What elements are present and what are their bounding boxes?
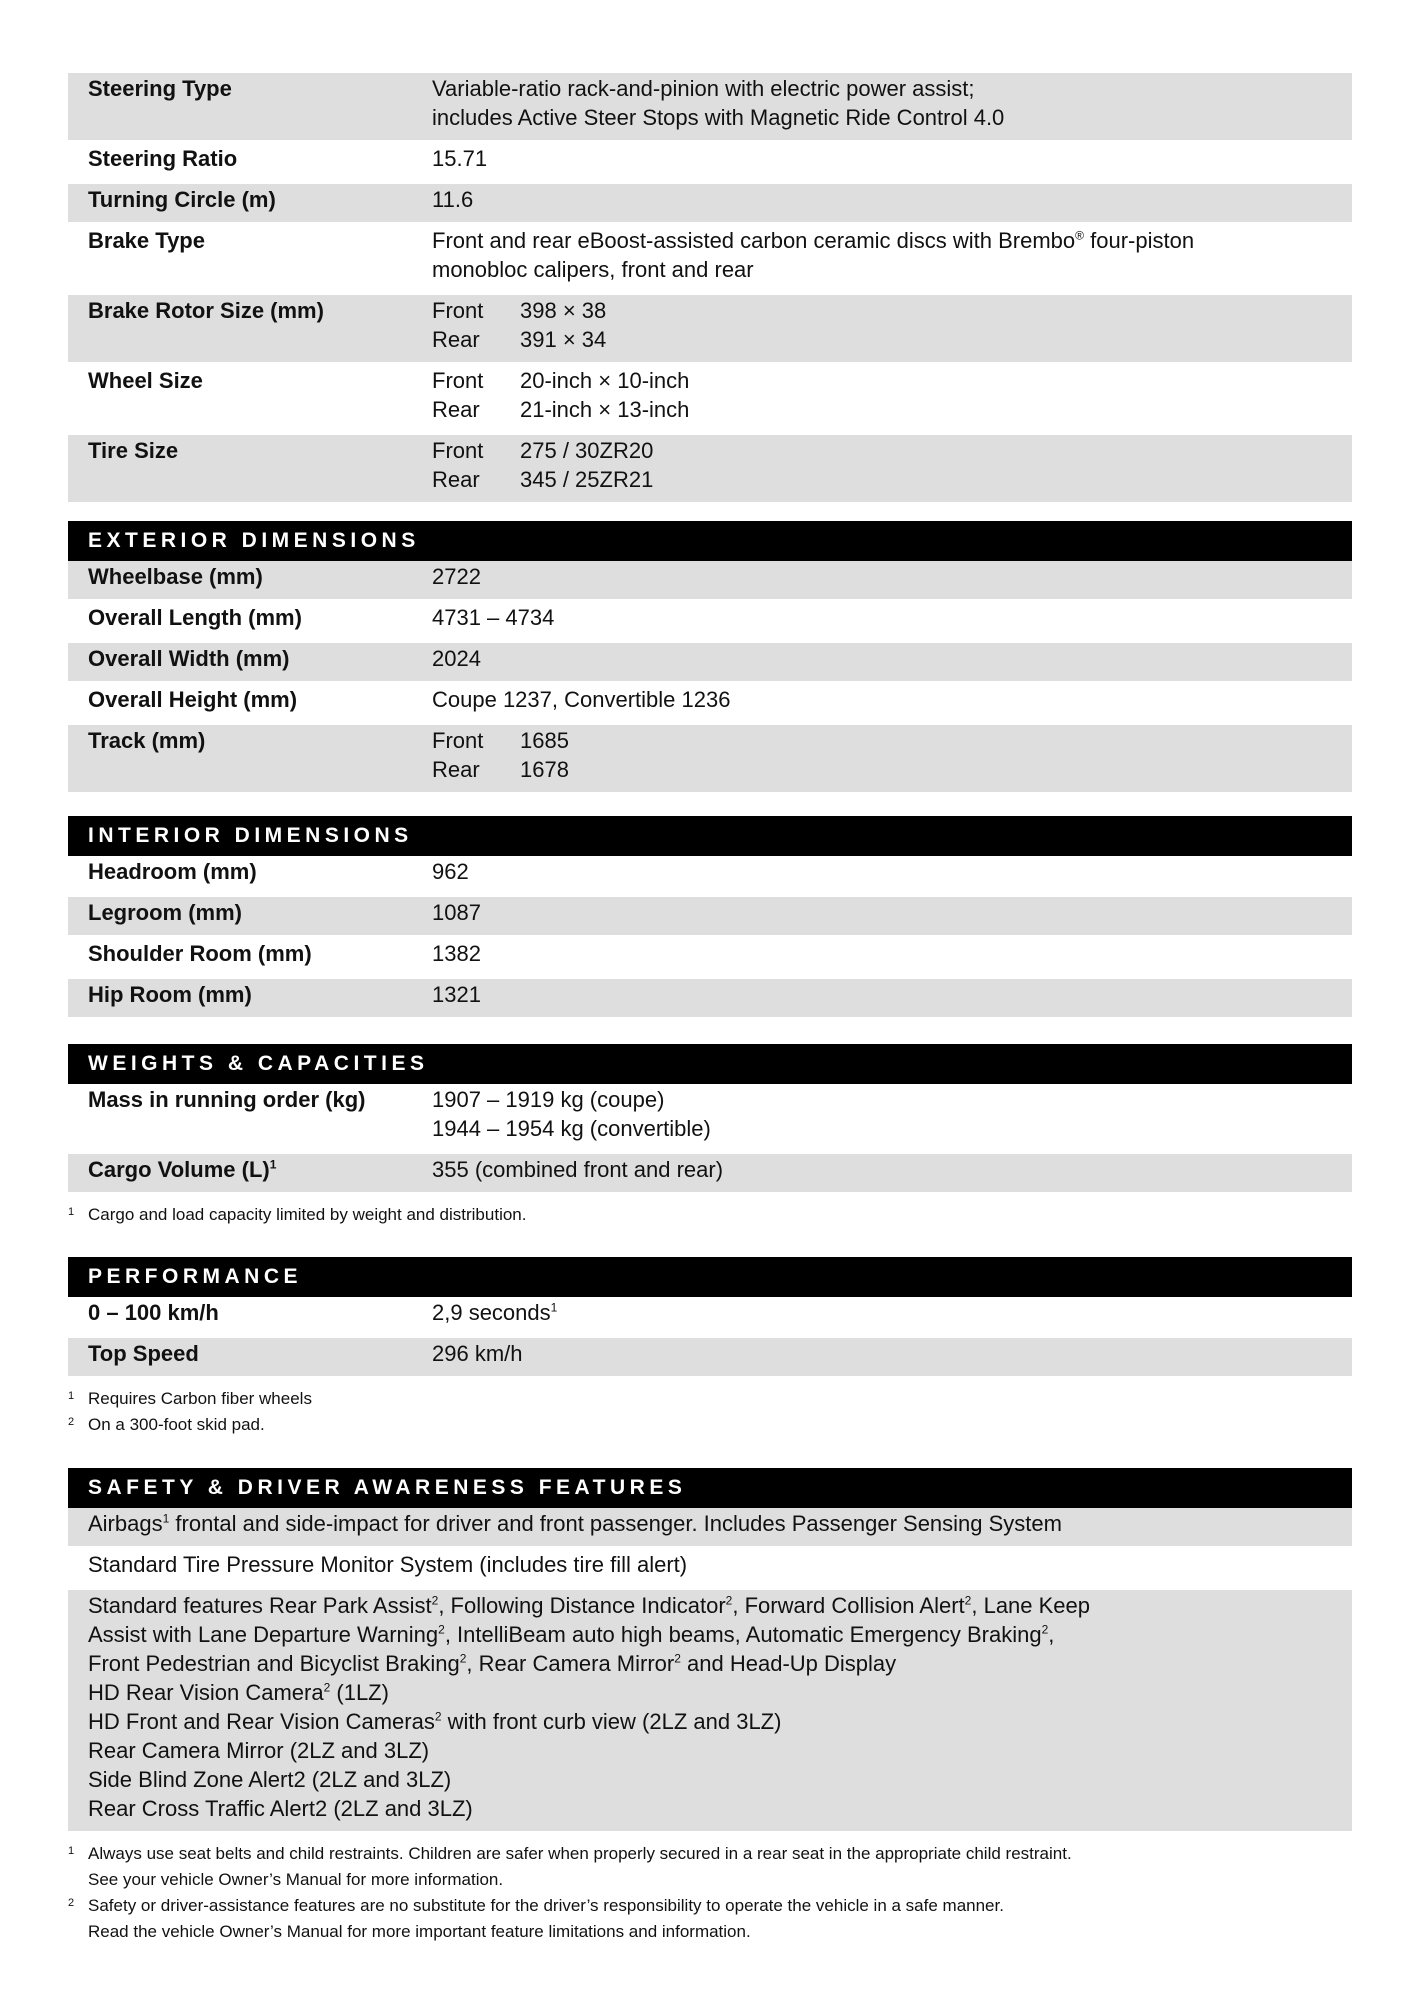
row-label: Wheel Size bbox=[88, 368, 203, 393]
rear-pair bbox=[432, 325, 1352, 354]
row-value: 1382 bbox=[432, 941, 481, 966]
row-value: 11.6 bbox=[432, 187, 474, 212]
feature-text: and Head-Up Display bbox=[680, 1651, 897, 1676]
features-list bbox=[68, 1591, 1090, 1823]
front-pair bbox=[432, 436, 1352, 465]
footnote-mark: 2 bbox=[459, 1651, 467, 1666]
row-label: Top Speed bbox=[88, 1341, 199, 1366]
row-value: 1087 bbox=[432, 900, 481, 925]
footnote-mark: 1 bbox=[269, 1157, 277, 1172]
value-line: 1907 – 1919 kg (coupe) bbox=[432, 1087, 665, 1112]
row-value: 4731 – 4734 bbox=[432, 605, 555, 630]
feature-text: Rear Cross Traffic Alert2 (2LZ and 3LZ) bbox=[88, 1796, 473, 1821]
rear-label: Rear bbox=[432, 467, 480, 492]
feature-text: Side Blind Zone Alert2 (2LZ and 3LZ) bbox=[88, 1767, 452, 1792]
rear-pair bbox=[432, 395, 1352, 424]
value-text: 2,9 seconds bbox=[432, 1300, 551, 1325]
row-wheelbase bbox=[68, 561, 1352, 602]
footnote-text bbox=[88, 1841, 1352, 1893]
row-headroom bbox=[68, 856, 1352, 897]
feature-text: Rear Camera Mirror (2LZ and 3LZ) bbox=[88, 1738, 430, 1763]
feature-text: , Following Distance Indicator bbox=[438, 1593, 726, 1618]
footnote-text: Cargo and load capacity limited by weight and distribution. bbox=[88, 1205, 527, 1224]
feature-line bbox=[88, 1678, 1090, 1707]
value-line: includes Active Steer Stops with Magnetic Ride Control 4.0 bbox=[432, 105, 1005, 130]
footnote bbox=[68, 1412, 1352, 1438]
row-label: Headroom (mm) bbox=[88, 859, 257, 884]
front-pair bbox=[432, 366, 1352, 395]
row-label: Turning Circle (m) bbox=[88, 187, 276, 212]
row-value bbox=[432, 436, 1352, 494]
row-value bbox=[432, 226, 1352, 284]
front-label: Front bbox=[432, 368, 484, 393]
row-top-speed bbox=[68, 1338, 1352, 1379]
feature-text: , Forward Collision Alert bbox=[732, 1593, 965, 1618]
row-tire-size bbox=[68, 435, 1352, 505]
row-turning-circle bbox=[68, 184, 1352, 225]
front-value: 20-inch × 10-inch bbox=[520, 368, 690, 393]
footnote-mark: 2 bbox=[674, 1651, 681, 1666]
row-label: Brake Rotor Size (mm) bbox=[88, 298, 324, 323]
footnote bbox=[68, 1841, 1352, 1893]
registered-mark: ® bbox=[1075, 228, 1084, 243]
section-header: SAFETY & DRIVER AWARENESS FEATURES bbox=[68, 1468, 1352, 1508]
footnote-text: On a 300-foot skid pad. bbox=[88, 1415, 265, 1434]
footnote-line: Read the vehicle Owner’s Manual for more important feature limitations and information. bbox=[88, 1922, 751, 1941]
row-overall-height bbox=[68, 684, 1352, 725]
footnote-mark: 2 bbox=[323, 1680, 331, 1695]
footnote-number: 1 bbox=[68, 1845, 75, 1857]
footnote-number: 2 bbox=[68, 1416, 75, 1428]
section-header: INTERIOR DIMENSIONS bbox=[68, 816, 1352, 856]
value-text: four-piston bbox=[1084, 228, 1195, 253]
safety-section bbox=[68, 1468, 1352, 1945]
row-value: 2722 bbox=[432, 564, 481, 589]
text-part: Airbags bbox=[88, 1511, 163, 1536]
front-value: 398 × 38 bbox=[520, 298, 607, 323]
footnote bbox=[68, 1386, 1352, 1412]
row-value: 1321 bbox=[432, 982, 481, 1007]
feature-text: , bbox=[1048, 1622, 1055, 1647]
row-value bbox=[432, 296, 1352, 354]
row-brake-type bbox=[68, 225, 1352, 295]
row-value bbox=[432, 74, 1352, 132]
chassis-table bbox=[68, 73, 1352, 505]
footnote-number: 1 bbox=[68, 1390, 75, 1402]
weights-capacities-section bbox=[68, 1044, 1352, 1228]
row-value: 15.71 bbox=[432, 146, 488, 171]
feature-text: , Lane Keep bbox=[971, 1593, 1091, 1618]
row-label bbox=[68, 1155, 432, 1184]
row-label: Brake Type bbox=[88, 228, 205, 253]
rear-label: Rear bbox=[432, 327, 480, 352]
row-value: 2024 bbox=[432, 646, 481, 671]
row-value bbox=[432, 366, 1352, 424]
row-label: 0 – 100 km/h bbox=[88, 1300, 219, 1325]
row-label: Overall Width (mm) bbox=[88, 646, 290, 671]
value-line bbox=[432, 226, 1352, 255]
rear-value: 1678 bbox=[520, 757, 569, 782]
row-steering-ratio bbox=[68, 143, 1352, 184]
footnote-mark: 2 bbox=[964, 1593, 972, 1608]
front-value: 1685 bbox=[520, 728, 569, 753]
footnotes bbox=[68, 1386, 1352, 1438]
row-label: Mass in running order (kg) bbox=[88, 1087, 366, 1112]
performance-section bbox=[68, 1257, 1352, 1438]
footnote-mark: 2 bbox=[725, 1593, 733, 1608]
text-part: frontal and side-impact for driver and front passenger. Includes Passenger Sensing System bbox=[169, 1511, 1062, 1536]
feature-line bbox=[88, 1736, 1090, 1765]
feature-text: Assist with Lane Departure Warning bbox=[88, 1622, 439, 1647]
feature-text: (1LZ) bbox=[330, 1680, 389, 1705]
front-value: 275 / 30ZR20 bbox=[520, 438, 654, 463]
value-line: monobloc calipers, front and rear bbox=[432, 257, 754, 282]
row-label: Tire Size bbox=[88, 438, 179, 463]
row-label: Legroom (mm) bbox=[88, 900, 242, 925]
feature-text: HD Rear Vision Camera bbox=[88, 1680, 324, 1705]
front-label: Front bbox=[432, 438, 484, 463]
front-label: Front bbox=[432, 728, 484, 753]
footnote-line: See your vehicle Owner’s Manual for more information. bbox=[88, 1870, 504, 1889]
feature-line bbox=[88, 1765, 1090, 1794]
row-label: Overall Height (mm) bbox=[88, 687, 298, 712]
feature-text: with front curb view (2LZ and 3LZ) bbox=[441, 1709, 782, 1734]
rear-value: 21-inch × 13-inch bbox=[520, 397, 690, 422]
value-line: Variable-ratio rack-and-pinion with electric power assist; bbox=[432, 76, 975, 101]
row-airbags bbox=[68, 1508, 1352, 1549]
rear-label: Rear bbox=[432, 757, 480, 782]
row-value: 962 bbox=[432, 859, 469, 884]
row-tire-pressure bbox=[68, 1549, 1352, 1590]
front-pair bbox=[432, 296, 1352, 325]
feature-line bbox=[88, 1707, 1090, 1736]
footnote bbox=[68, 1202, 1352, 1228]
row-overall-length bbox=[68, 602, 1352, 643]
footnote-number: 2 bbox=[68, 1897, 75, 1909]
rear-label: Rear bbox=[432, 397, 480, 422]
row-value bbox=[432, 726, 1352, 784]
row-label: Steering Type bbox=[88, 76, 232, 101]
row-label: Track (mm) bbox=[88, 728, 206, 753]
row-cargo-volume bbox=[68, 1154, 1352, 1195]
interior-dimensions-section bbox=[68, 816, 1352, 1020]
row-mass bbox=[68, 1084, 1352, 1154]
feature-text: , IntelliBeam auto high beams, Automatic Emergency Braking bbox=[444, 1622, 1042, 1647]
row-wheel-size bbox=[68, 365, 1352, 435]
footnote-line: Always use seat belts and child restraints. Children are safer when properly secured in a rear seat in the appropriate child restraint. bbox=[88, 1844, 1072, 1863]
footnote-line: Safety or driver-assistance features are no substitute for the driver’s responsibility to operate the vehicle in a safe manner. bbox=[88, 1896, 1004, 1915]
row-value bbox=[432, 1085, 1352, 1143]
feature-text: Standard features Rear Park Assist bbox=[88, 1593, 432, 1618]
feature-line bbox=[88, 1591, 1090, 1620]
row-label: Steering Ratio bbox=[88, 146, 238, 171]
section-header: PERFORMANCE bbox=[68, 1257, 1352, 1297]
row-hip-room bbox=[68, 979, 1352, 1020]
footnote-mark: 2 bbox=[438, 1622, 445, 1637]
footnote-mark: 2 bbox=[431, 1593, 439, 1608]
footnote-text: Requires Carbon fiber wheels bbox=[88, 1389, 312, 1408]
row-label: Shoulder Room (mm) bbox=[88, 941, 312, 966]
feature-text: Front Pedestrian and Bicyclist Braking bbox=[88, 1651, 460, 1676]
row-standard-features bbox=[68, 1590, 1352, 1834]
exterior-dimensions-section bbox=[68, 521, 1352, 795]
rear-value: 391 × 34 bbox=[520, 327, 607, 352]
feature-line bbox=[88, 1794, 1090, 1823]
row-value bbox=[432, 1298, 1352, 1327]
row-label: Overall Length (mm) bbox=[88, 605, 302, 630]
section-header: EXTERIOR DIMENSIONS bbox=[68, 521, 1352, 561]
footnotes bbox=[68, 1841, 1352, 1945]
footnote bbox=[68, 1893, 1352, 1945]
rear-value: 345 / 25ZR21 bbox=[520, 467, 654, 492]
feature-line bbox=[88, 1649, 1090, 1678]
row-shoulder-room bbox=[68, 938, 1352, 979]
row-value: 296 km/h bbox=[432, 1341, 523, 1366]
row-acceleration bbox=[68, 1297, 1352, 1338]
section-header: WEIGHTS & CAPACITIES bbox=[68, 1044, 1352, 1084]
footnote-mark: 2 bbox=[434, 1709, 442, 1724]
label-text: Cargo Volume (L) bbox=[88, 1157, 270, 1182]
row-overall-width bbox=[68, 643, 1352, 684]
front-label: Front bbox=[432, 298, 484, 323]
row-label: Hip Room (mm) bbox=[88, 982, 252, 1007]
footnotes bbox=[68, 1202, 1352, 1228]
footnote-number: 1 bbox=[68, 1206, 75, 1218]
row-steering-type bbox=[68, 73, 1352, 143]
front-pair bbox=[432, 726, 1352, 755]
footnote-mark: 1 bbox=[162, 1511, 170, 1526]
row-value: Coupe 1237, Convertible 1236 bbox=[432, 687, 731, 712]
footnote-mark: 1 bbox=[550, 1300, 558, 1315]
rear-pair bbox=[432, 465, 1352, 494]
feature-text: , Rear Camera Mirror bbox=[466, 1651, 675, 1676]
footnote-text bbox=[88, 1893, 1352, 1945]
row-brake-rotor-size bbox=[68, 295, 1352, 365]
row-text bbox=[68, 1509, 1062, 1538]
value-text: Front and rear eBoost-assisted carbon ceramic discs with Brembo bbox=[432, 228, 1076, 253]
row-label: Wheelbase (mm) bbox=[88, 564, 263, 589]
value-line: 1944 – 1954 kg (convertible) bbox=[432, 1116, 711, 1141]
row-legroom bbox=[68, 897, 1352, 938]
feature-text: HD Front and Rear Vision Cameras bbox=[88, 1709, 435, 1734]
row-value: 355 (combined front and rear) bbox=[432, 1157, 724, 1182]
footnote-mark: 2 bbox=[1041, 1622, 1049, 1637]
row-text: Standard Tire Pressure Monitor System (includes tire fill alert) bbox=[88, 1552, 688, 1577]
rear-pair bbox=[432, 755, 1352, 784]
feature-line bbox=[88, 1620, 1090, 1649]
row-track bbox=[68, 725, 1352, 795]
